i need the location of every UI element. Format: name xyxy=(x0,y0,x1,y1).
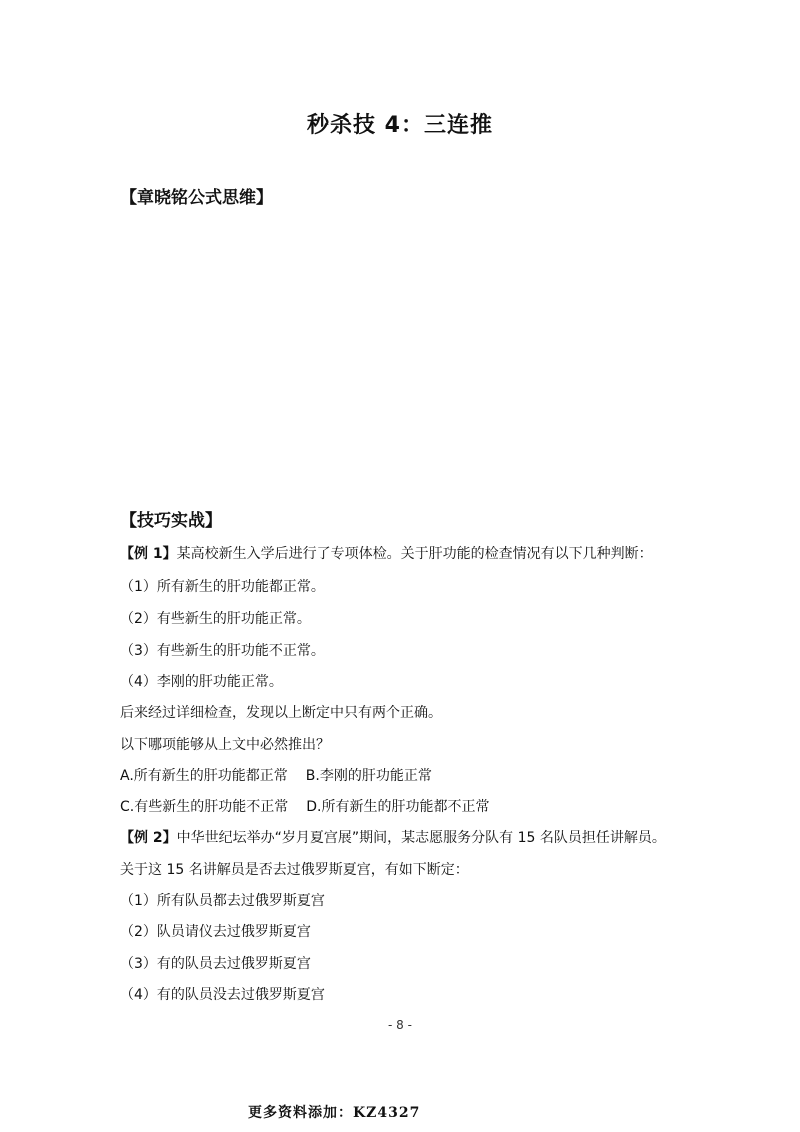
example-1-question: 以下哪项能够从上文中必然推出？ xyxy=(120,737,330,753)
example-2-item-1: （1）所有队员都去过俄罗斯夏宫 xyxy=(120,893,325,909)
option-c: C.有些新生的肝功能不正常 xyxy=(120,799,289,815)
example-2-text-2: 关于这 15 名讲解员是否去过俄罗斯夏宫，有如下断定： xyxy=(120,862,469,878)
example-2-tag: 【例 2】 xyxy=(120,830,177,846)
option-b: B.李刚的肝功能正常 xyxy=(305,768,432,784)
example-2-item-3: （3）有的队员去过俄罗斯夏宫 xyxy=(120,956,311,972)
option-a: A.所有新生的肝功能都正常 xyxy=(120,768,288,784)
example-1-item-1: （1）所有新生的肝功能都正常。 xyxy=(120,579,325,595)
example-1-item-2: （2）有些新生的肝功能正常。 xyxy=(120,611,311,627)
example-1-stem xyxy=(120,543,653,563)
section-heading-practice: 【技巧实战】 xyxy=(120,511,222,531)
example-1-conclusion: 后来经过详细检查，发现以上断定中只有两个正确。 xyxy=(120,705,442,721)
example-1-text: 某高校新生入学后进行了专项体检。关于肝功能的检查情况有以下几种判断： xyxy=(176,546,653,562)
example-2-item-4: （4）有的队员没去过俄罗斯夏宫 xyxy=(120,987,325,1003)
example-1-options-row-1 xyxy=(120,765,432,785)
section-heading-formula: 【章晓铭公式思维】 xyxy=(120,188,273,208)
example-2-stem xyxy=(120,827,666,847)
example-1-item-4: （4）李刚的肝功能正常。 xyxy=(120,674,283,690)
example-2-text: 中华世纪坛举办“岁月夏宫展”期间，某志愿服务分队有 15 名队员担任讲解员。 xyxy=(176,830,666,846)
example-1-item-3: （3）有些新生的肝功能不正常。 xyxy=(120,643,325,659)
example-1-options-row-2 xyxy=(120,796,489,816)
example-2-item-2: （2）队员请仪去过俄罗斯夏宫 xyxy=(120,924,311,940)
page-title: 秒杀技 4：三连推 xyxy=(307,113,493,138)
example-1-tag: 【例 1】 xyxy=(120,546,177,562)
page-number: - 8 - xyxy=(388,1018,412,1032)
option-d: D.所有新生的肝功能都不正常 xyxy=(306,799,490,815)
footer-contact: 更多资料添加：KZ4327 xyxy=(248,1105,421,1121)
